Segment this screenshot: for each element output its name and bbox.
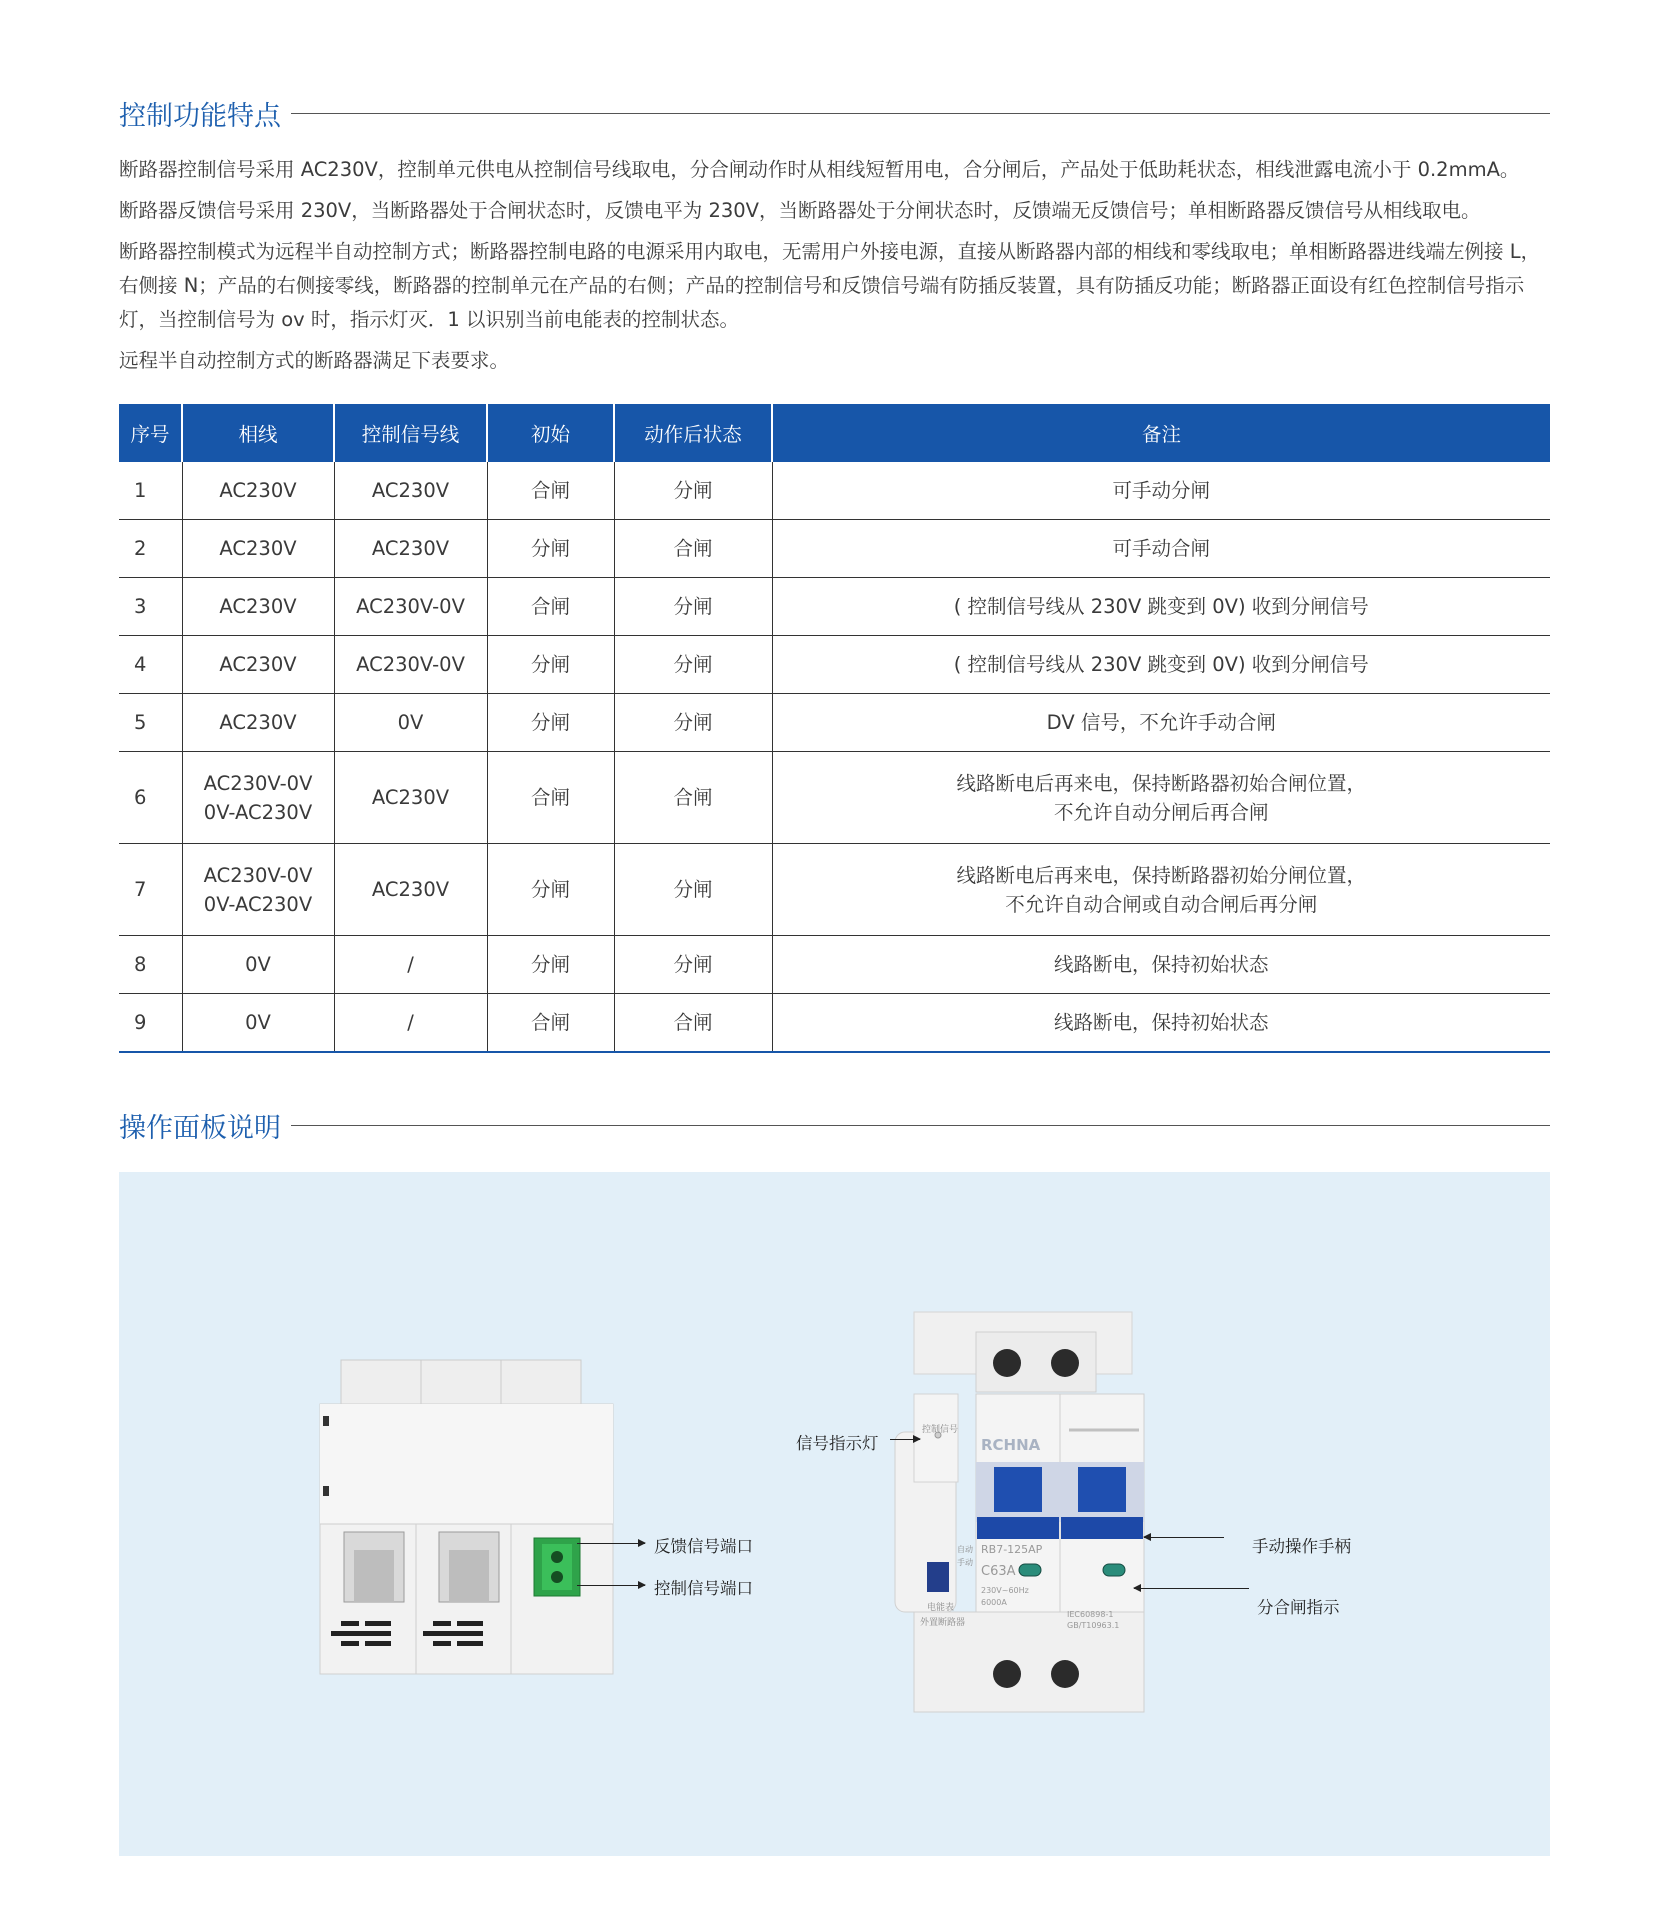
section-title-control-features [119,93,1550,133]
header-no: 序号 [119,404,182,462]
control-spec-table [119,404,1550,1053]
cell-no: 4 [119,636,182,694]
cell-remark: DV 信号，不允许手动合闸 [772,694,1550,752]
breaker-side-view [320,1360,613,1674]
operation-panel-illustration [119,1172,1550,1856]
title-divider [291,113,1550,114]
cell-phase: AC230V [182,462,334,520]
control-port-label: 控制信号端口 [654,1579,753,1598]
cell-remark: 线路断电，保持初始状态 [772,936,1550,994]
cell-phase: AC230V [182,578,334,636]
header-signal: 控制信号线 [334,404,487,462]
cell-initial: 合闸 [487,752,614,844]
cell-initial: 分闸 [487,636,614,694]
device-manual-text: 手动 [957,1558,973,1567]
cell-remark: 线路断电，保持初始状态 [772,994,1550,1053]
header-phase: 相线 [182,404,334,462]
cell-no: 7 [119,844,182,936]
breaker-front-view [895,1312,1144,1712]
header-after: 动作后状态 [614,404,772,462]
cell-signal: / [334,936,487,994]
table-row [119,752,1550,844]
cell-phase: AC230V [182,636,334,694]
device-breaking: 6000A [981,1598,1007,1607]
device-auto-text: 自动 [957,1545,973,1554]
status-indicator-label: 分合闸指示 [1257,1598,1340,1617]
title-divider [291,1125,1550,1126]
cell-signal: AC230V-0V [334,636,487,694]
device-model: RB7-125AP [981,1543,1043,1556]
table-row [119,462,1550,520]
cell-phase: 0V [182,994,334,1053]
table-row [119,694,1550,752]
signal-light-label: 信号指示灯 [796,1434,879,1453]
cell-after: 合闸 [614,520,772,578]
cell-initial: 合闸 [487,994,614,1053]
cell-signal: AC230V [334,462,487,520]
cell-initial: 合闸 [487,578,614,636]
header-initial: 初始 [487,404,614,462]
cell-no: 6 [119,752,182,844]
cell-remark: 可手动分闸 [772,462,1550,520]
cell-after: 合闸 [614,752,772,844]
section-title-text: 控制功能特点 [119,100,281,132]
cell-after: 分闸 [614,936,772,994]
table-row [119,578,1550,636]
cell-remark: 线路断电后再来电，保持断路器初始分闸位置， 不允许自动合闸或自动合闸后再分闸 [772,844,1550,936]
control-port-arrow [577,1585,645,1586]
feature-paragraphs [119,153,1551,385]
section-title-panel-description [119,1105,1550,1145]
device-rating: C63A [981,1564,1016,1579]
cell-signal: AC230V [334,752,487,844]
header-remark: 备注 [772,404,1550,462]
cell-after: 分闸 [614,578,772,636]
device-standard1: IEC60898-1 [1067,1610,1114,1619]
cell-signal: 0V [334,694,487,752]
paragraph: 断路器控制信号采用 AC230V，控制单元供电从控制信号线取电，分合闸动作时从相线短暂用电，合分闸后，产品处于低助耗状态，相线泄露电流小于 0.2mmA。 [119,158,1520,181]
status-indicator-arrow [1134,1588,1249,1589]
device-illustrations [119,1172,1550,1856]
cell-signal: / [334,994,487,1053]
cell-initial: 分闸 [487,694,614,752]
paragraph: 断路器控制模式为远程半自动控制方式；断路器控制电路的电源采用内取电，无需用户外接电源，直接从断路器内部的相线和零线取电；单相断路器进线端左例接 L，右侧接 N；产品的右侧接零线，断路器的控制单元在产品的右侧；产品的控制信号和反馈信号端有防插反装置，具有防插反功能；断路器正面设有红色控制信号指示灯，当控制信号为 ov 时，指示灯灭．1 以识别当前电能表的控制状态。 [119,240,1541,331]
cell-remark: 线路断电后再来电，保持断路器初始合闸位置， 不允许自动分闸后再合闸 [772,752,1550,844]
manual-handle-label: 手动操作手柄 [1252,1537,1351,1556]
cell-remark: 可手动合闸 [772,520,1550,578]
cell-phase: AC230V [182,520,334,578]
cell-phase: AC230V [182,694,334,752]
cell-after: 分闸 [614,636,772,694]
cell-signal: AC230V [334,520,487,578]
paragraph: 断路器反馈信号采用 230V，当断路器处于合闸状态时，反馈电平为 230V，当断路器处于分闸状态时，反馈端无反馈信号；单相断路器反馈信号从相线取电。 [119,199,1481,222]
paragraph: 远程半自动控制方式的断路器满足下表要求。 [119,349,510,372]
cell-no: 2 [119,520,182,578]
cell-after: 分闸 [614,844,772,936]
manual-handle-arrow [1144,1537,1224,1538]
cell-remark: ( 控制信号线从 230V 跳变到 0V) 收到分闸信号 [772,636,1550,694]
cell-after: 分闸 [614,694,772,752]
device-voltage: 230V~60Hz [981,1586,1029,1595]
cell-remark: ( 控制信号线从 230V 跳变到 0V) 收到分闸信号 [772,578,1550,636]
cell-no: 3 [119,578,182,636]
feedback-port-arrow [577,1543,645,1544]
signal-light-arrow [890,1439,920,1440]
table-header-row [119,404,1550,462]
cell-no: 1 [119,462,182,520]
feedback-port-label: 反馈信号端口 [654,1537,753,1556]
table-row [119,844,1550,936]
cell-signal: AC230V-0V [334,578,487,636]
cell-initial: 分闸 [487,520,614,578]
cell-signal: AC230V [334,844,487,936]
device-panel-text1: 电能表 [927,1603,955,1613]
cell-no: 8 [119,936,182,994]
section-title-text: 操作面板说明 [119,1112,281,1144]
table-row [119,994,1550,1053]
device-brand: RCHNA [981,1436,1041,1454]
cell-no: 5 [119,694,182,752]
cell-phase: 0V [182,936,334,994]
cell-after: 合闸 [614,994,772,1053]
table-row [119,520,1550,578]
cell-initial: 分闸 [487,844,614,936]
cell-phase: AC230V-0V 0V-AC230V [182,752,334,844]
device-standard2: GB/T10963.1 [1067,1621,1120,1630]
table-row [119,936,1550,994]
device-panel-text2: 外置断路器 [920,1618,966,1628]
table-row [119,636,1550,694]
cell-initial: 分闸 [487,936,614,994]
cell-after: 分闸 [614,462,772,520]
cell-no: 9 [119,994,182,1053]
cell-phase: AC230V-0V 0V-AC230V [182,844,334,936]
cell-initial: 合闸 [487,462,614,520]
device-signal-text: 控制信号 [922,1425,959,1435]
